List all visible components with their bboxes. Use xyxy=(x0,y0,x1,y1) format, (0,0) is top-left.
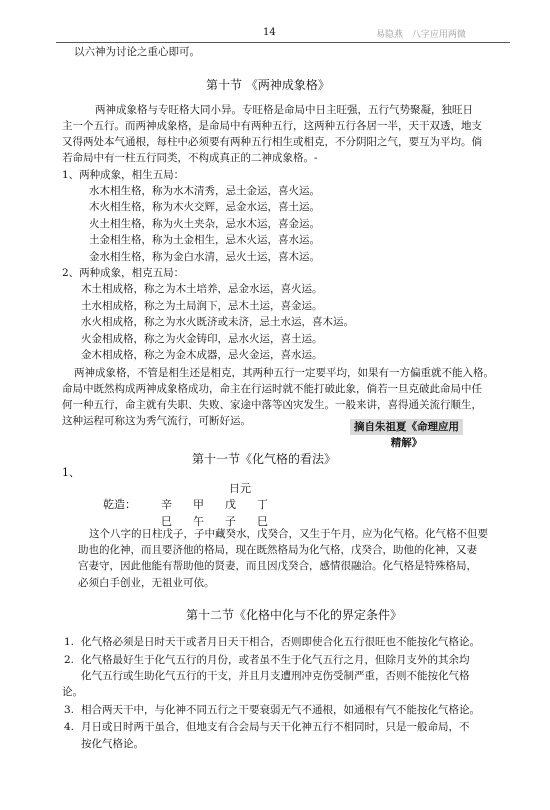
section10-para-line: 两神成象格与专旺格大同小异。专旺格是命局中日主旺强，五行气势聚凝，独旺日 xyxy=(95,104,473,116)
chart-stem: 甲 xyxy=(193,498,204,511)
section12-item-number: 4. xyxy=(64,721,75,733)
list2-heading: 2、两种成象，相克五局： xyxy=(62,267,185,279)
section12-item-number: 3. xyxy=(64,704,75,716)
section10-closing-line: 两神成象格，不管是相生还是相克，其两种五行一定要平均，如果有一方偏重就不能入格。 xyxy=(74,367,494,379)
chart-stem: 丁 xyxy=(257,498,268,511)
header-divider xyxy=(56,42,510,43)
list1-item: 土金相生格，称为土金相生，忌木火运，喜水运。 xyxy=(89,234,320,246)
chart-branch: 巳 xyxy=(257,515,268,528)
section12-item-number: 2. xyxy=(64,654,75,666)
list1-item: 金水相生格，称为金白水清，忌火土运，喜木运。 xyxy=(89,251,320,263)
list2-item: 土水相成格，称之为土局润下，忌木土运，喜金运。 xyxy=(81,300,323,312)
source-citation: 摘自朱祖夏《命理应用精解》 xyxy=(350,419,463,435)
section11-para-line: 这个八字的日柱戊子，子中藏癸水，戊癸合，又生于午月，应为化气格。化气格不但要 xyxy=(89,528,488,540)
section12-title: 第十二节《化格中化与不化的界定条件》 xyxy=(186,608,403,622)
page-number: 14 xyxy=(263,27,276,38)
list2-item: 木土相成格，称之为木土培养，忌金水运，喜火运。 xyxy=(81,283,323,295)
chart-stem: 辛 xyxy=(161,498,172,511)
chart-branch: 午 xyxy=(193,515,204,528)
section12-item-line: 相合两天干中，与化神不同五行之干要衰弱无气不通根，如通根有气不能按化气格论。 xyxy=(81,704,480,716)
list2-item: 水火相成格，称之为水火既济或未济，忌土水运，喜木运。 xyxy=(81,316,354,328)
list1-item: 水木相生格，称为水木清秀，忌土金运，喜火运。 xyxy=(89,185,320,197)
list2-item: 金木相成格，称之为金木成器，忌火金运，喜水运。 xyxy=(81,349,323,361)
section12-item-line: 化气格最好生于化气五行的月份，或者虽不生于化气五行之月，但除月支外的其余均 xyxy=(81,654,470,666)
list1-heading: 1、两种成象，相生五局： xyxy=(62,169,185,181)
section12-item-line: 月日或日时两干虽合，但地支有合会局与天干化神五行不相同时，只是一般命局，不 xyxy=(81,721,470,733)
section10-closing-line: 何一种五行，命主就有失职、失败、家途中落等凶灾发生。一般来讲，喜得通关流行顺生， xyxy=(62,399,482,411)
section10-para-line: 又得两处本气通根，每柱中必须要有两种五行相生或相克，不分阴阳之气，要互为平均。倘 xyxy=(62,136,482,148)
section10-closing-line: 命局中既然构成两神成象格成功，命主在行运时就不能打破此象，倘若一旦克破此命局中任 xyxy=(62,383,482,395)
section12-item-line: 论。 xyxy=(62,686,83,698)
section12-item-line: 化气五行或生助化气五行的干支，并且月支遭刑冲克伤受制严重，否则不能按化气格 xyxy=(81,670,470,682)
section10-para-line: 主一个五行。而两神成象格，是命局中有两种五行，这两种五行各居一半，天干双透，地支 xyxy=(62,120,482,132)
section10-closing-line: 这种运程可称这为秀气流行，可断好运。 xyxy=(62,415,251,427)
chart-stem: 戊 xyxy=(225,498,236,511)
list2-item: 火金相成格，称之为火金铸印，忌水火运，喜土运。 xyxy=(81,333,323,345)
section12-item-line: 化气格必须是日时天干或者月日天干相合，否则即使合化五行很旺也不能按化气格论。 xyxy=(81,636,480,648)
section10-para-line: 若命局中有一柱五行同类，不构成真正的二神成象格。- xyxy=(62,152,318,164)
intro-line: 以六神为讨论之重心即可。 xyxy=(74,46,200,58)
section12-item-line: 按化气格论。 xyxy=(81,738,144,750)
chart-label: 乾造： xyxy=(103,498,136,511)
section11-para-line: 宫妻守，因此他能有帮助他的贤妻，而且因戊癸合，感情很融洽。化气格是特殊格局， xyxy=(78,560,477,572)
section11-para-line: 助也的化神，而且要济他的格局，现在既然格局为化气格，戊癸合，助他的化神，又妻 xyxy=(78,544,477,556)
section11-title: 第十一节《化气格的看法》 xyxy=(192,452,337,466)
chart-branch: 子 xyxy=(225,515,236,528)
header-book-title: 易隐燕 八字应用两微 xyxy=(376,30,466,40)
section11-number: 1、 xyxy=(62,466,80,479)
day-master-label: 日元 xyxy=(229,482,251,495)
section11-para-line: 必须白手创业，无祖业可依。 xyxy=(78,577,215,589)
section12-item-number: 1. xyxy=(64,636,75,648)
list1-item: 木火相生格，称为木火交辉，忌金水运，喜土运。 xyxy=(89,201,320,213)
section10-title: 第十节 《两神成象格》 xyxy=(206,78,330,92)
list1-item: 火土相生格，称为火土夹杂，忌水木运，喜金运。 xyxy=(89,218,320,230)
chart-branch: 巳 xyxy=(161,515,172,528)
